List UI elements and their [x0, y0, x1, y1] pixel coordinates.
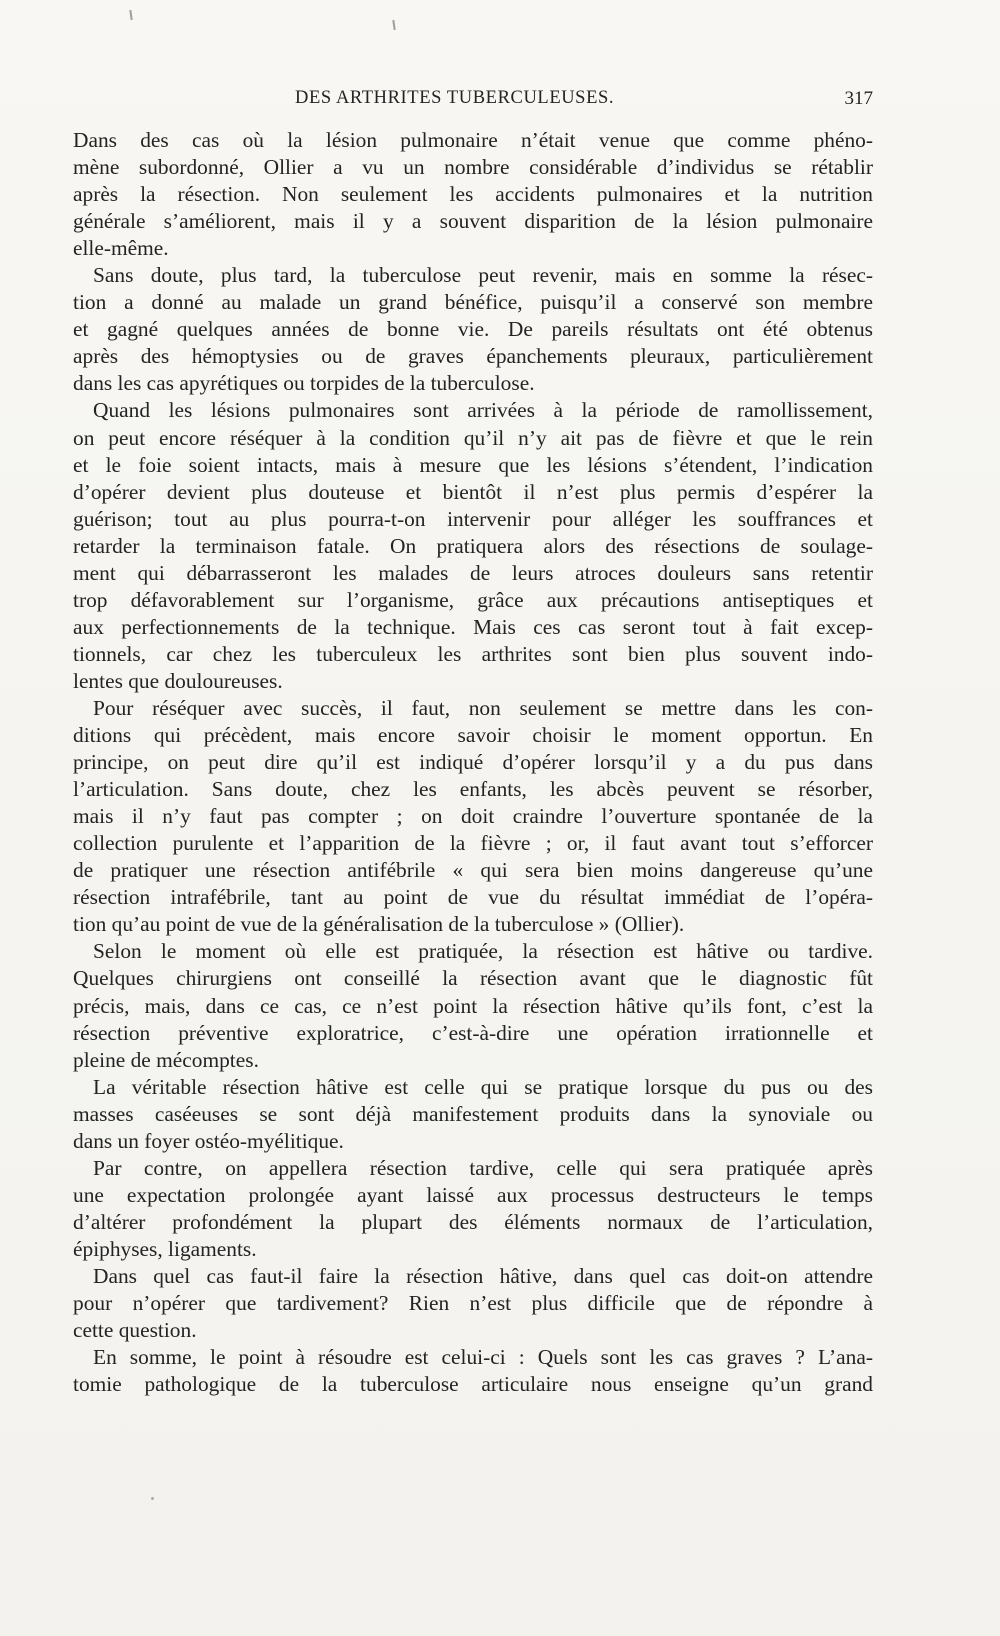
- text-line: tion qu’au point de vue de la généralisation de la tuberculose » (Ollier).: [73, 912, 685, 937]
- text-line: après la résection. Non seulement les accidents pulmonaires et la nutrition: [73, 182, 873, 207]
- text-line: ment qui débarrasseront les malades de leurs atroces douleurs sans retentir: [73, 560, 873, 585]
- text-line: on peut encore réséquer à la condition qu’il n’y ait pas de fièvre et que le rein: [73, 425, 873, 450]
- margin-mark: [129, 10, 132, 20]
- text-line: trop défavorablement sur l’organisme, grâce aux précautions antiseptiques et: [73, 587, 873, 612]
- margin-mark: [392, 20, 395, 30]
- text-line: pour n’opérer que tardivement? Rien n’est plus difficile que de répondre à: [73, 1291, 873, 1316]
- paper-speck: [151, 1497, 154, 1500]
- text-line: pleine de mécomptes.: [73, 1047, 259, 1072]
- text-line: retarder la terminaison fatale. On pratiquera alors des résections de soulage-: [73, 533, 873, 558]
- text-line: après des hémoptysies ou de graves épanchements pleuraux, particulièrement: [73, 344, 873, 369]
- text-line: précis, mais, dans ce cas, ce n’est point la résection hâtive qu’ils font, c’est la: [73, 993, 873, 1018]
- text-line: d’opérer devient plus douteuse et bientôt il n’est plus permis d’espérer la: [73, 479, 873, 504]
- text-line: guérison; tout au plus pourra-t-on intervenir pour alléger les souffrances et: [73, 506, 873, 531]
- text-line: principe, on peut dire qu’il est indiqué d’opérer lorsqu’il y a du pus dans: [73, 750, 873, 775]
- text-line: Quand les lésions pulmonaires sont arrivées à la période de ramollissement,: [93, 398, 873, 423]
- text-line: Par contre, on appellera résection tardive, celle qui sera pratiquée après: [93, 1155, 873, 1180]
- text-line: résection intrafébrile, tant au point de vue du résultat immédiat de l’opéra-: [73, 885, 873, 910]
- text-line: résection préventive exploratrice, c’est-à-dire une opération irrationnelle et: [73, 1020, 873, 1045]
- text-line: Pour réséquer avec succès, il faut, non seulement se mettre dans les con-: [93, 695, 873, 720]
- text-line: l’articulation. Sans doute, chez les enfants, les abcès peuvent se résorber,: [73, 777, 873, 802]
- text-line: mène subordonné, Ollier a vu un nombre considérable d’individus se rétablir: [73, 155, 873, 180]
- text-line: tionnels, car chez les tuberculeux les arthrites sont bien plus souvent indo-: [73, 641, 873, 666]
- text-line: d’altérer profondément la plupart des éléments normaux de l’articulation,: [73, 1209, 873, 1234]
- text-line: elle-même.: [73, 236, 169, 261]
- text-line: La véritable résection hâtive est celle qui se pratique lorsque du pus ou des: [93, 1074, 873, 1099]
- text-line: lentes que douloureuses.: [73, 668, 283, 693]
- text-line: épiphyses, ligaments.: [73, 1236, 257, 1261]
- page-number: 317: [844, 88, 873, 109]
- text-line: de pratiquer une résection antifébrile « qui sera bien moins dangereuse qu’une: [73, 858, 873, 883]
- text-line: générale s’améliorent, mais il y a souvent disparition de la lésion pulmonaire: [73, 209, 873, 234]
- text-line: Dans quel cas faut-il faire la résection hâtive, dans quel cas doit-on attendre: [93, 1263, 873, 1288]
- text-line: collection purulente et l’apparition de la fièvre ; or, il faut avant tout s’efforcer: [73, 831, 873, 856]
- text-line: et gagné quelques années de bonne vie. De pareils résultats ont été obtenus: [73, 317, 873, 342]
- text-line: ditions qui précèdent, mais encore savoir choisir le moment opportun. En: [73, 723, 873, 748]
- text-line: dans un foyer ostéo-myélitique.: [73, 1128, 344, 1153]
- text-line: aux perfectionnements de la technique. Mais ces cas seront tout à fait excep-: [73, 614, 873, 639]
- text-line: et le foie soient intacts, mais à mesure que les lésions s’étendent, l’indication: [73, 452, 873, 477]
- text-line: masses caséeuses se sont déjà manifestement produits dans la synoviale ou: [73, 1101, 873, 1126]
- page-header: [73, 88, 873, 120]
- text-line: Sans doute, plus tard, la tuberculose peut revenir, mais en somme la résec-: [93, 263, 873, 288]
- running-title: DES ARTHRITES TUBERCULEUSES.: [295, 88, 615, 108]
- text-line: une expectation prolongée ayant laissé aux processus destructeurs le temps: [73, 1182, 873, 1207]
- text-line: Dans des cas où la lésion pulmonaire n’était venue que comme phéno-: [73, 128, 873, 152]
- text-line: Selon le moment où elle est pratiquée, la résection est hâtive ou tardive.: [93, 939, 873, 964]
- text-line: mais il n’y faut pas compter ; on doit craindre l’ouverture spontanée de la: [73, 804, 873, 829]
- text-line: tion a donné au malade un grand bénéfice, puisqu’il a conservé son membre: [73, 290, 873, 315]
- text-line: En somme, le point à résoudre est celui-ci : Quels sont les cas graves ? L’ana-: [93, 1345, 873, 1370]
- text-line: cette question.: [73, 1318, 197, 1343]
- text-line: dans les cas apyrétiques ou torpides de la tuberculose.: [73, 371, 535, 396]
- text-line: Quelques chirurgiens ont conseillé la résection avant que le diagnostic fût: [73, 966, 873, 991]
- body-text: [73, 127, 873, 1398]
- text-line: tomie pathologique de la tuberculose articulaire nous enseigne qu’un grand: [73, 1372, 873, 1397]
